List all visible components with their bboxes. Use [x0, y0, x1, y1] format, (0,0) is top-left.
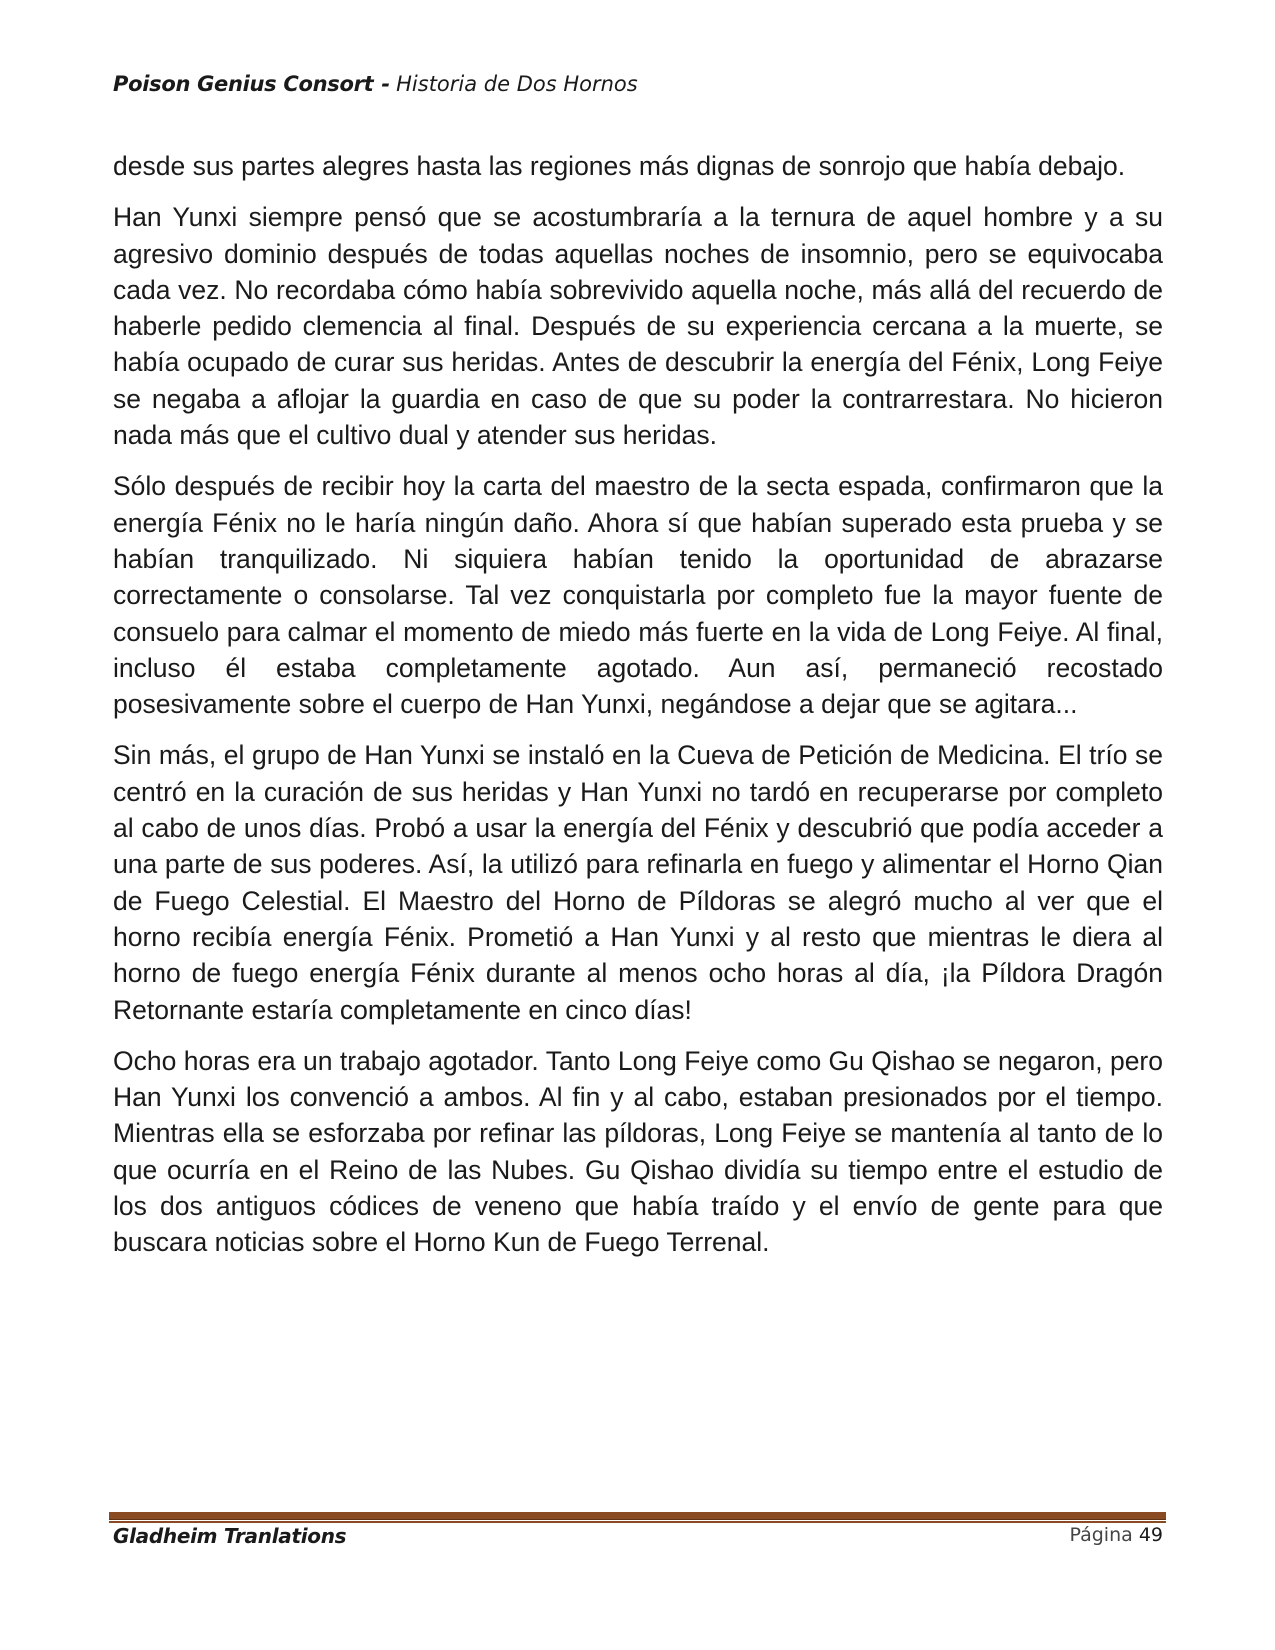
- paragraph: Ocho horas era un trabajo agotador. Tanto Long Feiye como Gu Qishao se negaron, pero Han Yunxi los convenció a ambos. Al fin y al cabo, estaban presionados por el tiempo. Mientras ella se esforzaba por refinar las píldoras, Long Feiye se mantenía al tanto de lo que ocurría en el Reino de las Nubes. Gu Qishao dividía su tiempo entre el estudio de los dos antiguos códices de veneno que había traído y el envío de gente para que buscara noticias sobre el Horno Kun de Fuego Terrenal.: [113, 1045, 1163, 1258]
- paragraph: Han Yunxi siempre pensó que se acostumbraría a la ternura de aquel hombre y a su agresivo dominio después de todas aquellas noches de insomnio, pero se equivocaba cada vez. No recordaba cómo había sobrevivido aquella noche, más allá del recuerdo de haberle pedido clemencia al final. Después de su experiencia cercana a la muerte, se había ocupado de curar sus heridas. Antes de descubrir la energía del Fénix, Long Feiye se negaba a aflojar la guardia en caso de que su poder la contrarrestara. No hicieron nada más que el cultivo dual y atender sus heridas.: [113, 202, 1163, 451]
- paragraph: Sólo después de recibir hoy la carta del maestro de la secta espada, confirmaron que la energía Fénix no le haría ningún daño. Ahora sí que habían superado esta prueba y se habían tranquilizado. Ni siquiera habían tenido la oportunidad de abrazarse correctamente o consolarse. Tal vez conquistarla por completo fue la mayor fuente de consuelo para calmar el momento de miedo más fuerte en la vida de Long Feiye. Al final, incluso él estaba completamente agotado. Aun así, permaneció recostado posesivamente sobre el cuerpo de Han Yunxi, negándose a dejar que se agitara...: [113, 471, 1163, 720]
- page-label: Página: [1069, 1524, 1133, 1546]
- page-number-value: 49: [1138, 1524, 1163, 1546]
- paragraph: Sin más, el grupo de Han Yunxi se instaló en la Cueva de Petición de Medicina. El trío se centró en la curación de sus heridas y Han Yunxi no tardó en recuperarse por completo al cabo de unos días. Probó a usar la energía del Fénix y descubrió que podía acceder a una parte de sus poderes. Así, la utilizó para refinarla en fuego y alimentar el Horno Qian de Fuego Celestial. El Maestro del Horno de Píldoras se alegró mucho al ver que el horno recibía energía Fénix. Prometió a Han Yunxi y al resto que mientras le diera al horno de fuego energía Fénix durante al menos ocho horas al día, ¡la Píldora Dragón Retornante estaría completamente en cinco días!: [113, 740, 1163, 1025]
- header-separator: -: [381, 72, 391, 96]
- running-header: [113, 72, 1163, 96]
- body-text: [113, 148, 1163, 1276]
- footer-credit: Gladheim Tranlations: [113, 1524, 347, 1548]
- page-number: [1069, 1524, 1163, 1546]
- header-subtitle: Historia de Dos Hornos: [396, 72, 638, 96]
- paragraph: desde sus partes alegres hasta las regiones más dignas de sonrojo que había debajo.: [113, 151, 1126, 181]
- footer-divider: [109, 1512, 1166, 1520]
- header-series-title: Poison Genius Consort: [113, 72, 374, 96]
